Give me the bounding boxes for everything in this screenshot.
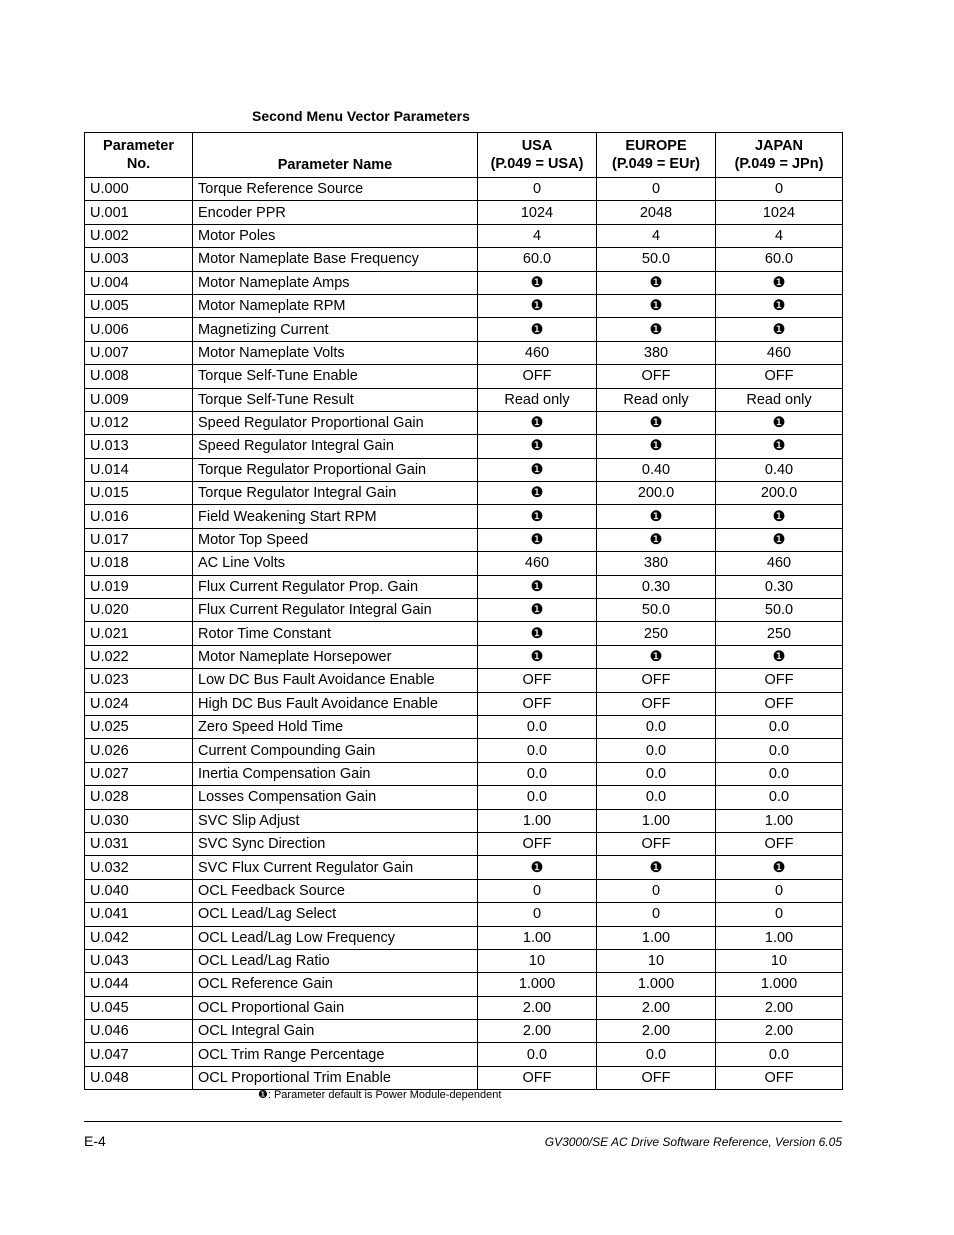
usa-value-cell: 460 [478,552,597,575]
table-row [85,458,843,481]
parameter-name-cell: SVC Flux Current Regulator Gain [193,856,478,879]
parameter-name-cell: Rotor Time Constant [193,622,478,645]
header-europe-line1: EUROPE [625,138,687,154]
usa-value-cell: 60.0 [478,248,597,271]
japan-value-cell: ❶ [716,318,843,341]
parameter-no-cell: U.046 [85,1020,193,1043]
table-row [85,926,843,949]
parameter-no-cell: U.027 [85,762,193,785]
usa-value-cell: Read only [478,388,597,411]
usa-value-cell: OFF [478,832,597,855]
europe-value-cell: 0.0 [597,762,716,785]
parameter-name-cell: OCL Lead/Lag Select [193,903,478,926]
table-row [85,1020,843,1043]
parameter-no-cell: U.023 [85,669,193,692]
usa-value-cell: 0 [478,879,597,902]
table-row [85,832,843,855]
table-header-row [85,133,843,178]
europe-value-cell: 1.00 [597,926,716,949]
usa-value-cell: ❶ [478,645,597,668]
europe-value-cell: ❶ [597,856,716,879]
europe-value-cell: 10 [597,949,716,972]
usa-value-cell: ❶ [478,599,597,622]
japan-value-cell: 4 [716,224,843,247]
table-row [85,715,843,738]
parameter-no-cell: U.040 [85,879,193,902]
usa-value-cell: ❶ [478,505,597,528]
japan-value-cell: 10 [716,949,843,972]
parameter-no-cell: U.020 [85,599,193,622]
header-japan-line2: (P.049 = JPn) [734,156,824,172]
parameter-name-cell: Losses Compensation Gain [193,786,478,809]
parameter-no-cell: U.030 [85,809,193,832]
parameter-name-cell: OCL Reference Gain [193,973,478,996]
document-reference: GV3000/SE AC Drive Software Reference, Version 6.05 [544,1135,842,1149]
parameter-no-cell: U.005 [85,294,193,317]
table-row [85,224,843,247]
usa-value-cell: OFF [478,692,597,715]
europe-value-cell: 2048 [597,201,716,224]
parameter-name-cell: OCL Trim Range Percentage [193,1043,478,1066]
europe-value-cell: 250 [597,622,716,645]
japan-value-cell: 0 [716,903,843,926]
table-row [85,178,843,201]
parameter-name-cell: Low DC Bus Fault Avoidance Enable [193,669,478,692]
parameter-no-cell: U.026 [85,739,193,762]
header-europe-line2: (P.049 = EUr) [612,156,700,172]
table-row [85,996,843,1019]
parameter-no-cell: U.024 [85,692,193,715]
parameter-name-cell: OCL Proportional Gain [193,996,478,1019]
header-japan-line1: JAPAN [754,138,804,154]
parameter-no-cell: U.013 [85,435,193,458]
usa-value-cell: ❶ [478,458,597,481]
japan-value-cell: 0 [716,879,843,902]
japan-value-cell: 2.00 [716,1020,843,1043]
japan-value-cell: 460 [716,552,843,575]
table-body [85,178,843,1090]
japan-value-cell: Read only [716,388,843,411]
japan-value-cell: 0.0 [716,786,843,809]
japan-value-cell: OFF [716,692,843,715]
header-parameter-no [85,133,193,178]
japan-value-cell: 250 [716,622,843,645]
table-row [85,762,843,785]
parameter-name-cell: Motor Nameplate Amps [193,271,478,294]
parameter-name-cell: OCL Integral Gain [193,1020,478,1043]
parameter-name-cell: SVC Slip Adjust [193,809,478,832]
usa-value-cell: ❶ [478,271,597,294]
table-row [85,739,843,762]
parameter-name-cell: SVC Sync Direction [193,832,478,855]
europe-value-cell: 50.0 [597,248,716,271]
parameter-no-cell: U.004 [85,271,193,294]
table-row [85,552,843,575]
europe-value-cell: 380 [597,552,716,575]
table-row [85,1066,843,1089]
table-row [85,388,843,411]
parameter-no-cell: U.021 [85,622,193,645]
europe-value-cell: OFF [597,1066,716,1089]
parameter-no-cell: U.016 [85,505,193,528]
parameter-no-cell: U.018 [85,552,193,575]
europe-value-cell: 0.0 [597,1043,716,1066]
table-row [85,599,843,622]
usa-value-cell: 0 [478,903,597,926]
europe-value-cell: 0 [597,178,716,201]
parameter-no-cell: U.048 [85,1066,193,1089]
europe-value-cell: Read only [597,388,716,411]
europe-value-cell: ❶ [597,271,716,294]
usa-value-cell: 0.0 [478,786,597,809]
table-row [85,294,843,317]
parameter-no-cell: U.003 [85,248,193,271]
parameter-name-cell: Flux Current Regulator Prop. Gain [193,575,478,598]
parameter-no-cell: U.007 [85,341,193,364]
parameter-no-cell: U.015 [85,482,193,505]
europe-value-cell: 380 [597,341,716,364]
table-row [85,786,843,809]
europe-value-cell: 0.0 [597,739,716,762]
parameter-name-cell: Zero Speed Hold Time [193,715,478,738]
usa-value-cell: 4 [478,224,597,247]
usa-value-cell: ❶ [478,318,597,341]
parameter-no-cell: U.025 [85,715,193,738]
parameter-no-cell: U.014 [85,458,193,481]
europe-value-cell: OFF [597,365,716,388]
table-title: Second Menu Vector Parameters [252,108,470,124]
table-row [85,341,843,364]
usa-value-cell: 1.00 [478,926,597,949]
usa-value-cell: 1.000 [478,973,597,996]
parameter-name-cell: Current Compounding Gain [193,739,478,762]
japan-value-cell: 0.0 [716,1043,843,1066]
parameter-name-cell: Flux Current Regulator Integral Gain [193,599,478,622]
japan-value-cell: 50.0 [716,599,843,622]
page-number: E-4 [84,1133,106,1149]
parameter-name-cell: Motor Poles [193,224,478,247]
parameter-name-cell: High DC Bus Fault Avoidance Enable [193,692,478,715]
japan-value-cell: 0.0 [716,739,843,762]
table-row [85,575,843,598]
header-parameter-no-line2: No. [126,156,151,172]
europe-value-cell: 2.00 [597,996,716,1019]
parameter-name-cell: Torque Self-Tune Enable [193,365,478,388]
usa-value-cell: ❶ [478,528,597,551]
table-row [85,669,843,692]
japan-value-cell: OFF [716,832,843,855]
japan-value-cell: 1024 [716,201,843,224]
footer-divider [84,1121,842,1122]
usa-value-cell: 1.00 [478,809,597,832]
japan-value-cell: 0.0 [716,715,843,738]
japan-value-cell: ❶ [716,435,843,458]
europe-value-cell: 4 [597,224,716,247]
japan-value-cell: ❶ [716,271,843,294]
parameter-name-cell: OCL Feedback Source [193,879,478,902]
header-parameter-no-line1: Parameter [103,138,174,154]
header-usa-line1: USA [521,138,553,154]
parameter-name-cell: Motor Nameplate Base Frequency [193,248,478,271]
japan-value-cell: 460 [716,341,843,364]
parameters-table [84,132,843,1090]
usa-value-cell: 0.0 [478,715,597,738]
table-row [85,645,843,668]
japan-value-cell: ❶ [716,856,843,879]
table-row [85,365,843,388]
table-row [85,271,843,294]
europe-value-cell: ❶ [597,505,716,528]
parameter-name-cell: Motor Nameplate Volts [193,341,478,364]
europe-value-cell: 0.40 [597,458,716,481]
table-row [85,201,843,224]
usa-value-cell: 2.00 [478,996,597,1019]
table-row [85,435,843,458]
europe-value-cell: 1.000 [597,973,716,996]
parameter-no-cell: U.000 [85,178,193,201]
japan-value-cell: ❶ [716,294,843,317]
europe-value-cell: OFF [597,669,716,692]
parameter-name-cell: OCL Proportional Trim Enable [193,1066,478,1089]
parameter-no-cell: U.009 [85,388,193,411]
japan-value-cell: 0.0 [716,762,843,785]
europe-value-cell: 50.0 [597,599,716,622]
parameter-no-cell: U.045 [85,996,193,1019]
header-usa-line2: (P.049 = USA) [490,156,584,172]
europe-value-cell: ❶ [597,645,716,668]
parameter-no-cell: U.002 [85,224,193,247]
parameter-name-cell: Speed Regulator Proportional Gain [193,411,478,434]
japan-value-cell: ❶ [716,645,843,668]
usa-value-cell: 2.00 [478,1020,597,1043]
japan-value-cell: 2.00 [716,996,843,1019]
usa-value-cell: 0 [478,178,597,201]
japan-value-cell: 60.0 [716,248,843,271]
europe-value-cell: ❶ [597,411,716,434]
japan-value-cell: OFF [716,1066,843,1089]
japan-value-cell: OFF [716,669,843,692]
header-usa [478,133,597,178]
header-parameter-name: Parameter Name [193,133,478,178]
table-row [85,248,843,271]
parameter-name-cell: Torque Regulator Integral Gain [193,482,478,505]
parameter-no-cell: U.017 [85,528,193,551]
parameter-name-cell: Inertia Compensation Gain [193,762,478,785]
usa-value-cell: 0.0 [478,762,597,785]
parameter-name-cell: OCL Lead/Lag Low Frequency [193,926,478,949]
parameter-name-cell: Torque Regulator Proportional Gain [193,458,478,481]
usa-value-cell: ❶ [478,482,597,505]
table-row [85,1043,843,1066]
usa-value-cell: OFF [478,1066,597,1089]
parameter-name-cell: Motor Nameplate Horsepower [193,645,478,668]
table-row [85,411,843,434]
table-row [85,856,843,879]
usa-value-cell: 460 [478,341,597,364]
usa-value-cell: 0.0 [478,1043,597,1066]
usa-value-cell: ❶ [478,435,597,458]
japan-value-cell: 0 [716,178,843,201]
table-row [85,973,843,996]
europe-value-cell: OFF [597,692,716,715]
europe-value-cell: 200.0 [597,482,716,505]
europe-value-cell: 1.00 [597,809,716,832]
header-europe [597,133,716,178]
parameter-no-cell: U.001 [85,201,193,224]
table-row [85,528,843,551]
parameter-name-cell: Speed Regulator Integral Gain [193,435,478,458]
japan-value-cell: 0.40 [716,458,843,481]
parameter-no-cell: U.043 [85,949,193,972]
table-row [85,318,843,341]
usa-value-cell: ❶ [478,575,597,598]
table-row [85,692,843,715]
parameter-name-cell: Torque Self-Tune Result [193,388,478,411]
parameter-no-cell: U.044 [85,973,193,996]
usa-value-cell: ❶ [478,856,597,879]
parameter-no-cell: U.047 [85,1043,193,1066]
parameter-no-cell: U.012 [85,411,193,434]
europe-value-cell: 0 [597,903,716,926]
japan-value-cell: 1.00 [716,809,843,832]
japan-value-cell: 0.30 [716,575,843,598]
table-row [85,903,843,926]
japan-value-cell: ❶ [716,505,843,528]
header-japan [716,133,843,178]
table-row [85,809,843,832]
europe-value-cell: ❶ [597,318,716,341]
usa-value-cell: OFF [478,669,597,692]
europe-value-cell: ❶ [597,294,716,317]
parameter-no-cell: U.019 [85,575,193,598]
usa-value-cell: 10 [478,949,597,972]
japan-value-cell: ❶ [716,411,843,434]
parameter-no-cell: U.028 [85,786,193,809]
usa-value-cell: 0.0 [478,739,597,762]
parameter-name-cell: AC Line Volts [193,552,478,575]
europe-value-cell: ❶ [597,435,716,458]
usa-value-cell: 1024 [478,201,597,224]
parameter-name-cell: Encoder PPR [193,201,478,224]
table-row [85,622,843,645]
japan-value-cell: 200.0 [716,482,843,505]
parameter-no-cell: U.041 [85,903,193,926]
europe-value-cell: 0.0 [597,715,716,738]
japan-value-cell: 1.00 [716,926,843,949]
parameter-no-cell: U.031 [85,832,193,855]
europe-value-cell: 0 [597,879,716,902]
table-row [85,505,843,528]
europe-value-cell: OFF [597,832,716,855]
parameter-no-cell: U.006 [85,318,193,341]
usa-value-cell: ❶ [478,294,597,317]
usa-value-cell: ❶ [478,622,597,645]
parameter-name-cell: Motor Nameplate RPM [193,294,478,317]
table-row [85,949,843,972]
europe-value-cell: 2.00 [597,1020,716,1043]
usa-value-cell: ❶ [478,411,597,434]
parameter-no-cell: U.032 [85,856,193,879]
parameter-name-cell: Motor Top Speed [193,528,478,551]
footnote: ❶: Parameter default is Power Module-dependent [258,1089,502,1101]
parameter-no-cell: U.022 [85,645,193,668]
europe-value-cell: 0.0 [597,786,716,809]
japan-value-cell: ❶ [716,528,843,551]
parameter-name-cell: Magnetizing Current [193,318,478,341]
japan-value-cell: 1.000 [716,973,843,996]
table-row [85,482,843,505]
usa-value-cell: OFF [478,365,597,388]
table-row [85,879,843,902]
parameter-no-cell: U.008 [85,365,193,388]
parameter-name-cell: OCL Lead/Lag Ratio [193,949,478,972]
parameter-name-cell: Field Weakening Start RPM [193,505,478,528]
parameter-name-cell: Torque Reference Source [193,178,478,201]
europe-value-cell: ❶ [597,528,716,551]
japan-value-cell: OFF [716,365,843,388]
parameter-no-cell: U.042 [85,926,193,949]
europe-value-cell: 0.30 [597,575,716,598]
